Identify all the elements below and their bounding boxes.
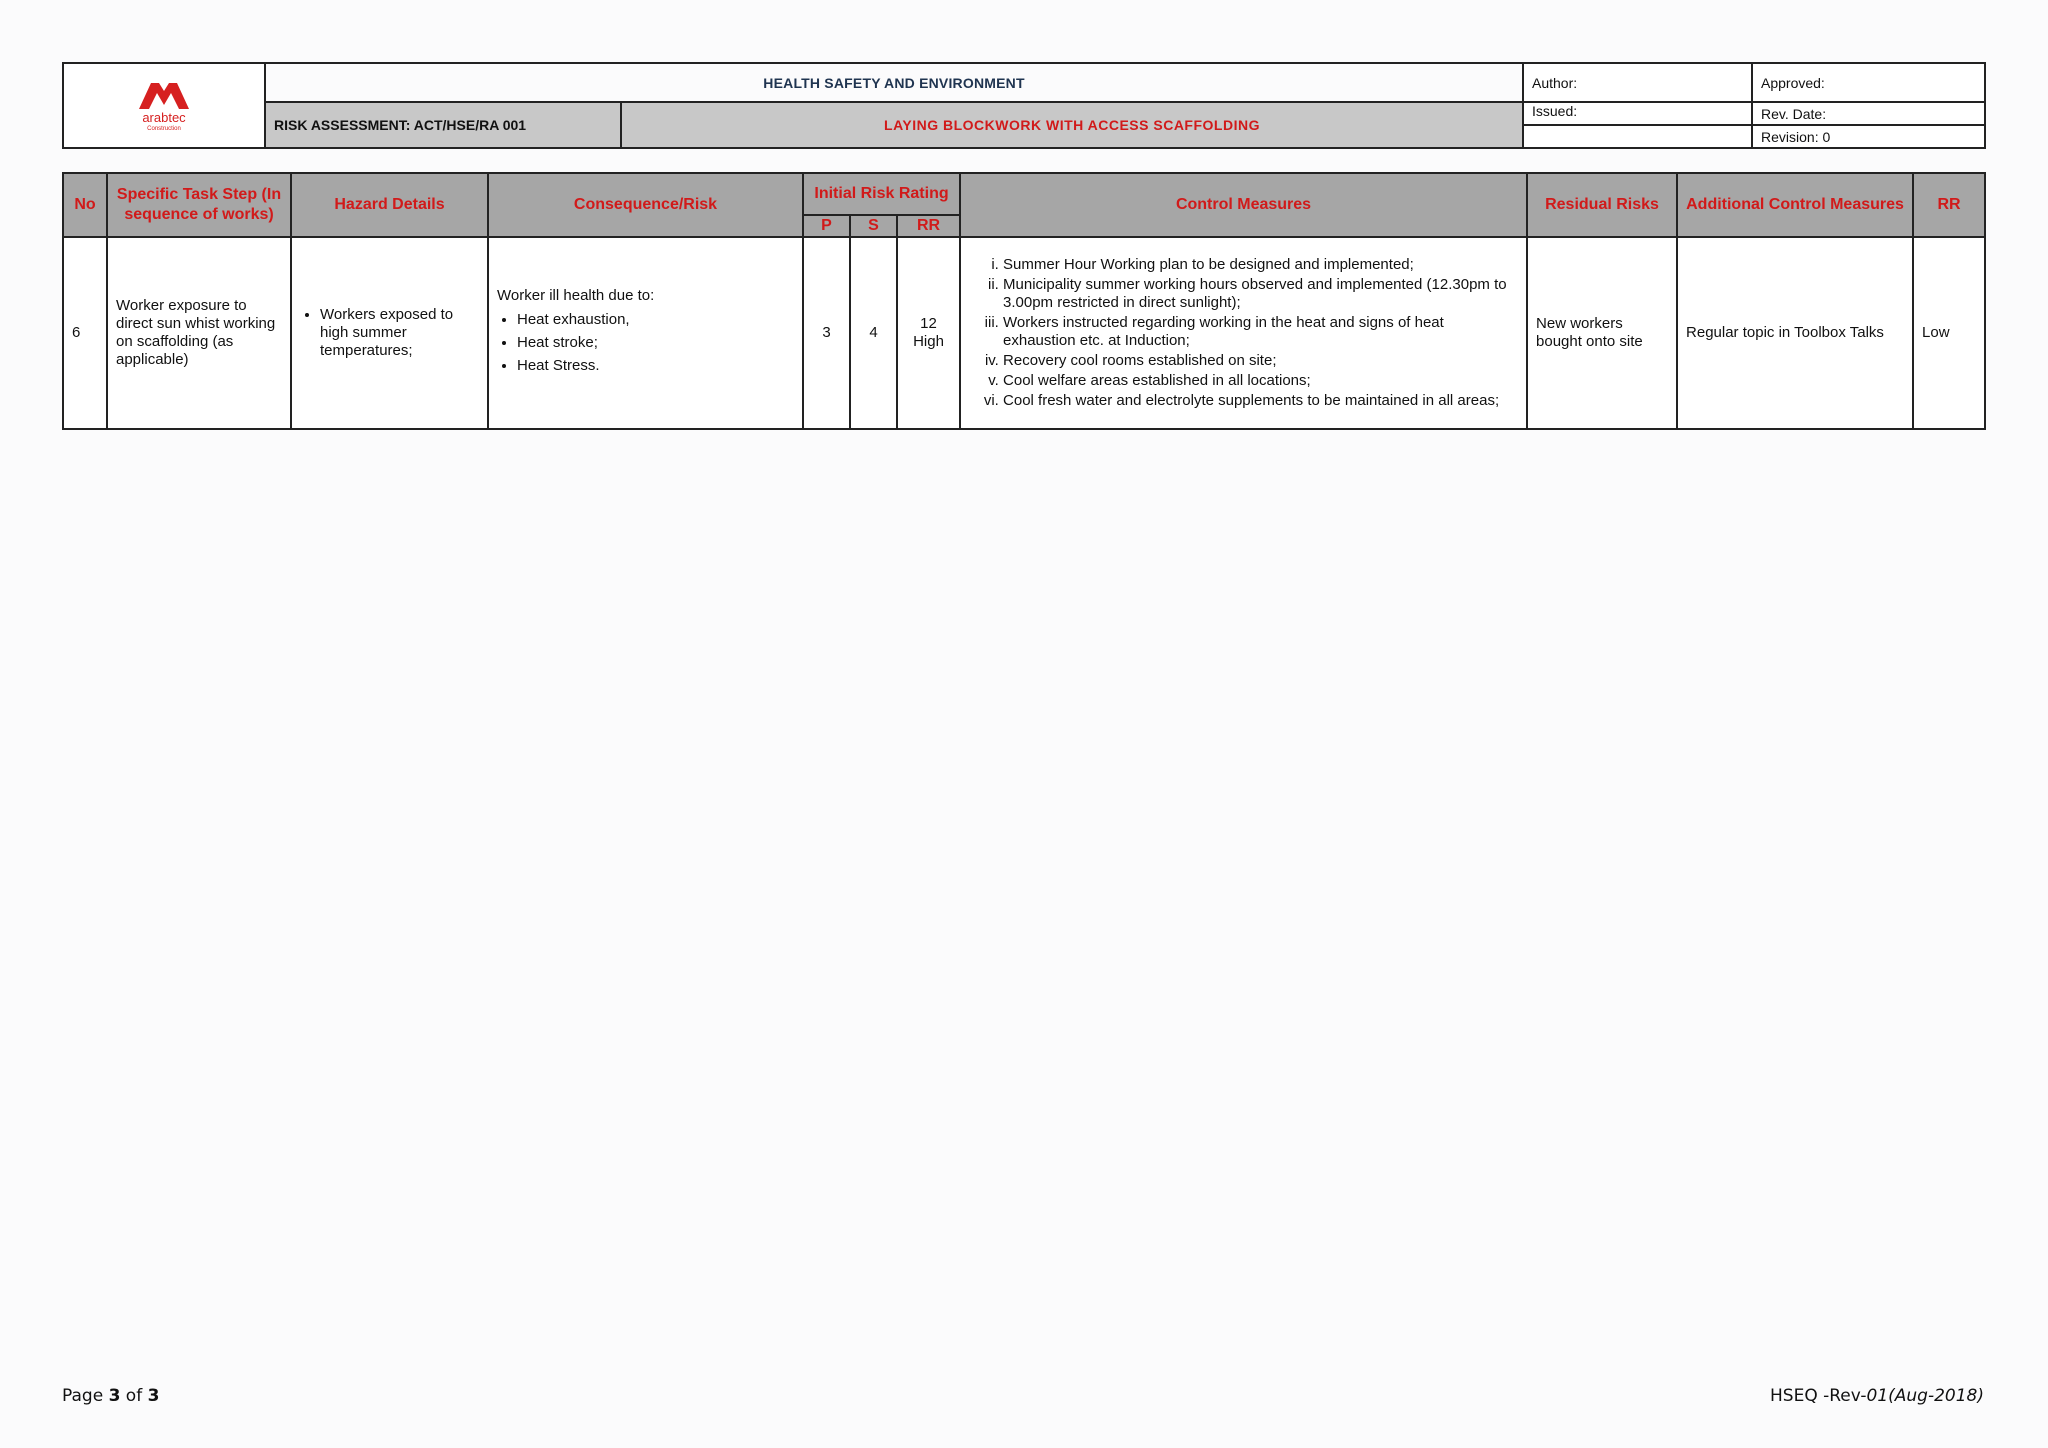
arabtec-logo-icon	[129, 75, 199, 133]
control-item: v. Cool welfare areas established in all locations;	[1003, 372, 1518, 390]
department-title: HEALTH SAFETY AND ENVIRONMENT	[265, 63, 1523, 102]
row-residual-risks: New workers bought onto site	[1527, 237, 1677, 429]
row-additional-controls: Regular topic in Toolbox Talks	[1677, 237, 1913, 429]
svg-text:arabtec: arabtec	[142, 110, 186, 125]
column-header-task-step: Specific Task Step (In sequence of works)	[107, 173, 291, 237]
row-control-measures	[960, 237, 1527, 429]
column-header-control: Control Measures	[960, 173, 1527, 237]
row-consequence	[488, 237, 803, 429]
table-row	[63, 237, 1985, 429]
author-field: Author:	[1523, 63, 1752, 102]
column-header-rr: RR	[897, 215, 960, 237]
risk-assessment-table	[62, 172, 1986, 430]
column-header-s: S	[850, 215, 897, 237]
column-header-initial-risk: Initial Risk Rating	[803, 173, 960, 215]
consequence-item: • Heat exhaustion,	[517, 311, 794, 329]
row-severity: 4	[850, 237, 897, 429]
approved-field: Approved:	[1752, 63, 1985, 102]
row-no: 6	[63, 237, 107, 429]
row-probability: 3	[803, 237, 850, 429]
column-header-additional: Additional Control Measures	[1677, 173, 1913, 237]
consequence-intro: Worker ill health due to:	[497, 286, 655, 304]
row-residual-rating: Low	[1913, 237, 1985, 429]
column-header-consequence: Consequence/Risk	[488, 173, 803, 237]
svg-text:Construction: Construction	[147, 126, 181, 132]
document-code: HSEQ -Rev-01(Aug-2018)	[1770, 1386, 1984, 1406]
task-title: LAYING BLOCKWORK WITH ACCESS SCAFFOLDING	[621, 102, 1523, 148]
column-header-rr-final: RR	[1913, 173, 1985, 237]
rev-date-field: Rev. Date:	[1752, 102, 1985, 125]
control-item: i. Summer Hour Working plan to be designed and implemented;	[1003, 256, 1518, 274]
issued-value	[1523, 125, 1752, 148]
control-item: iii. Workers instructed regarding working in the heat and signs of heat exhaustion etc. at Induction;	[1003, 314, 1518, 350]
row-risk-rating	[897, 237, 960, 429]
revision-field: Revision: 0	[1752, 125, 1985, 148]
control-item: iv. Recovery cool rooms established on site;	[1003, 352, 1518, 370]
issued-field: Issued:	[1523, 102, 1752, 125]
risk-rating-level: High	[913, 333, 944, 350]
row-hazard	[291, 237, 488, 429]
page-number: Page 3 of 3	[62, 1386, 160, 1406]
risk-assessment-reference: RISK ASSESSMENT: ACT/HSE/RA 001	[265, 102, 621, 148]
column-header-hazard: Hazard Details	[291, 173, 488, 237]
column-header-p: P	[803, 215, 850, 237]
hazard-item: • Workers exposed to high summer temperatures;	[320, 306, 479, 360]
risk-rating-value: 12	[920, 315, 937, 332]
consequence-item: • Heat stroke;	[517, 334, 794, 352]
consequence-item: • Heat Stress.	[517, 357, 794, 375]
document-header	[62, 62, 1986, 149]
company-logo	[63, 63, 265, 148]
control-item: ii. Municipality summer working hours observed and implemented (12.30pm to 3.00pm restricted in direct sunlight);	[1003, 276, 1518, 312]
column-header-no: No	[63, 173, 107, 237]
control-item: vi. Cool fresh water and electrolyte supplements to be maintained in all areas;	[1003, 392, 1518, 410]
row-task-step: Worker exposure to direct sun whist working on scaffolding (as applicable)	[107, 237, 291, 429]
column-header-residual: Residual Risks	[1527, 173, 1677, 237]
